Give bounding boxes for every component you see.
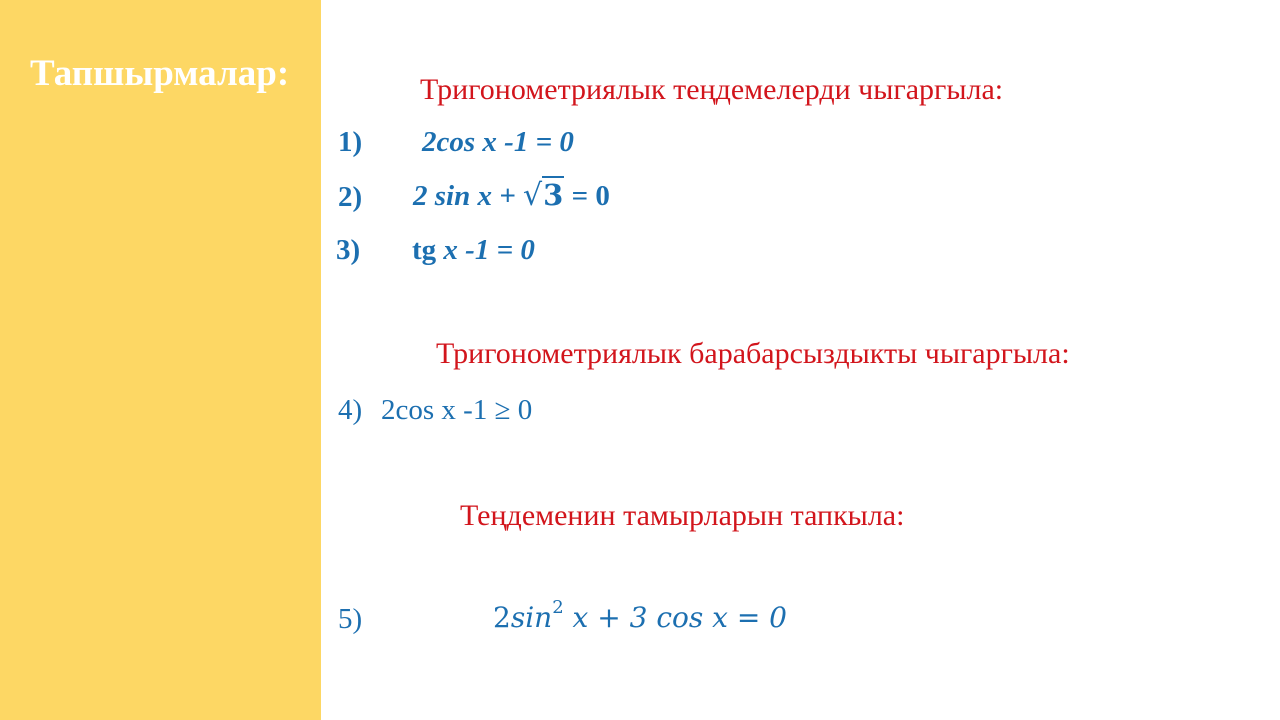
task-2-suffix: = 0 <box>564 180 610 212</box>
task-3-equation <box>412 232 535 268</box>
sidebar-title: Тапшырмалар: <box>30 53 290 94</box>
task-2-equation <box>413 177 610 214</box>
task-3-number: 3) <box>336 234 361 266</box>
square-root <box>523 180 564 212</box>
task-3-tg: tg <box>412 234 437 266</box>
task-5-power: 2 <box>552 597 564 618</box>
task-5-equation <box>493 597 787 636</box>
task-4-inequality: 2cos x -1 ≥ 0 <box>381 394 533 426</box>
radicand: 3 <box>543 178 564 212</box>
task-1-equation: 2cos x -1 = 0 <box>422 126 574 158</box>
task-2-number: 2) <box>338 181 363 213</box>
task-3-rest: x -1 = 0 <box>436 234 535 266</box>
task-5-sin: sin <box>510 601 553 634</box>
roots-heading: Теңдеменин тамырларын тапкыла: <box>460 499 905 532</box>
inequality-heading: Тригонометриялык барабарсыздыкты чыгаргыла: <box>436 337 1070 370</box>
radical-sign-icon: √ <box>523 178 543 213</box>
task-4-number: 4) <box>338 394 363 426</box>
task-1-number: 1) <box>338 126 363 158</box>
task-2-prefix: 2 sin x + <box>413 180 523 212</box>
task-5-coef: 2 <box>493 601 511 634</box>
task-5-rest: x + 3 cos x = 0 <box>572 601 787 634</box>
equations-heading: Тригонометриялык теңдемелерди чыгаргыла: <box>420 73 1004 106</box>
task-5-number: 5) <box>338 603 363 635</box>
sidebar <box>0 0 321 720</box>
